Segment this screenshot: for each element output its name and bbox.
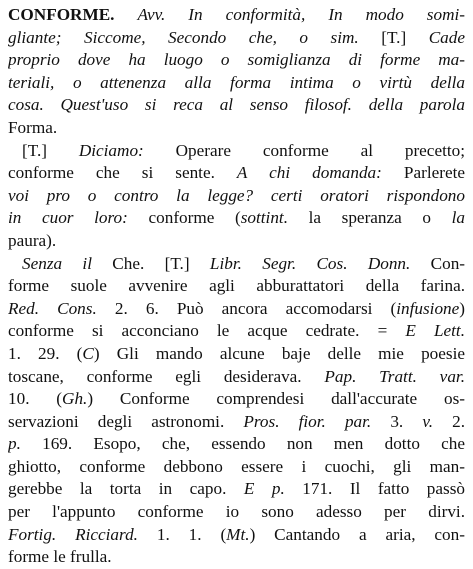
text-segment: ) Cantando a aria, con-: [249, 524, 465, 544]
entry-line: [8, 185, 465, 208]
text-segment: Con-: [410, 253, 465, 273]
text-segment: [T.]: [22, 140, 79, 160]
entry-line: [8, 366, 465, 389]
text-segment: conforme (: [127, 208, 241, 228]
text-segment: ): [459, 298, 465, 318]
text-segment: Avv. In conformità, In modo somi-: [137, 5, 465, 24]
entry-line: [8, 49, 465, 72]
text-segment: 171. Il fatto passò: [284, 479, 465, 499]
text-segment: 2.: [433, 411, 465, 431]
entry-line: [8, 478, 465, 501]
entry-line: [8, 117, 465, 140]
text-segment: sottint.: [240, 208, 288, 228]
text-segment: Diciamo:: [78, 140, 144, 160]
entry-line: [8, 411, 465, 434]
text-segment: CONFORME.: [8, 5, 115, 24]
text-segment: conforme che si sente.: [8, 163, 237, 183]
text-segment: gerebbe la torta in capo.: [8, 479, 244, 499]
text-segment: proprio dove ha luogo o somiglianza di forme ma-: [8, 50, 465, 70]
text-segment: 10. (: [8, 389, 63, 409]
text-segment: teriali, o attenenza alla forma intima o virtù della: [8, 72, 465, 92]
text-segment: forme le frulla.: [8, 547, 112, 567]
entry-line: [8, 230, 465, 253]
entry-line: [8, 343, 465, 366]
text-segment: 2. 6. Può ancora accomodarsi (: [96, 298, 397, 318]
text-segment: conforme si acconciano le acque cedrate. =: [8, 321, 406, 341]
entry-line: [8, 524, 465, 547]
text-segment: per l'appunto conforme io sono adesso per dirvi.: [8, 502, 465, 522]
entry-line: [8, 320, 465, 343]
text-segment: Red. Cons.: [8, 298, 97, 318]
text-segment: Libr. Segr. Cos. Donn.: [209, 253, 411, 273]
text-segment: gliante; Siccome, Secondo che, o sim.: [8, 27, 359, 47]
entry-line: [8, 298, 465, 321]
text-segment: Pap. Tratt. var.: [324, 366, 465, 386]
text-segment: la speranza o: [288, 208, 452, 228]
entry-line: [8, 275, 465, 298]
text-segment: Parlerete: [381, 163, 465, 183]
text-segment: [114, 5, 137, 24]
text-segment: infusione: [396, 298, 460, 318]
entry-line: [8, 72, 465, 95]
text-segment: 1. 29. (: [8, 343, 83, 363]
text-segment: Senza il: [22, 253, 92, 273]
entry-line: [8, 4, 465, 27]
entry-line: [8, 27, 465, 50]
entry-line: [8, 94, 465, 117]
text-segment: paura).: [8, 230, 57, 250]
entry-line: [8, 207, 465, 230]
text-segment: Forma.: [8, 117, 58, 137]
text-segment: la: [451, 208, 465, 228]
text-segment: v.: [422, 411, 433, 431]
text-segment: A chi domanda:: [236, 163, 382, 183]
text-segment: 1. 1. (: [137, 524, 227, 544]
entry-line: [8, 501, 465, 524]
entry-line: [8, 140, 465, 163]
text-segment: toscane, conforme egli desiderava.: [8, 366, 325, 386]
text-segment: cosa. Quest'uso si reca al senso filosof. della parola: [8, 95, 465, 115]
text-segment: Fortig. Ricciard.: [8, 524, 138, 544]
text-segment: Operare conforme al precetto;: [143, 140, 465, 160]
text-segment: Cade: [428, 27, 465, 47]
text-segment: Pros. fior. par.: [243, 411, 372, 431]
entry-line: [8, 456, 465, 479]
text-segment: E Lett.: [405, 321, 465, 341]
text-segment: servazioni degli astronomi.: [8, 411, 244, 431]
text-segment: [T.]: [358, 27, 429, 47]
text-segment: E p.: [243, 479, 285, 499]
text-segment: 169. Esopo, che, essendo non men dotto che: [20, 434, 465, 454]
entry-text: [8, 4, 465, 569]
text-segment: Gh.: [62, 389, 88, 409]
entry-line: [8, 253, 465, 276]
text-segment: C: [82, 343, 94, 363]
text-segment: Mt.: [226, 524, 250, 544]
entry-line: [8, 546, 465, 569]
text-segment: forme suole avvenire agli abburattatori della farina.: [8, 276, 465, 296]
text-segment: Che. [T.]: [91, 253, 210, 273]
text-segment: ghiotto, conforme debbono essere i cuochi, gli man-: [8, 456, 465, 476]
text-segment: voi pro o contro la legge? certi oratori rispondono: [8, 185, 465, 205]
text-segment: 3.: [371, 411, 423, 431]
text-segment: ) Gli mando alcune baje delle mie poesie: [93, 343, 465, 363]
text-segment: ) Conforme comprendesi dall'accurate os-: [87, 389, 465, 409]
text-segment: in cuor loro:: [8, 208, 128, 228]
text-segment: p.: [8, 434, 21, 454]
entry-line: [8, 433, 465, 456]
entry-line: [8, 162, 465, 185]
entry-line: [8, 388, 465, 411]
